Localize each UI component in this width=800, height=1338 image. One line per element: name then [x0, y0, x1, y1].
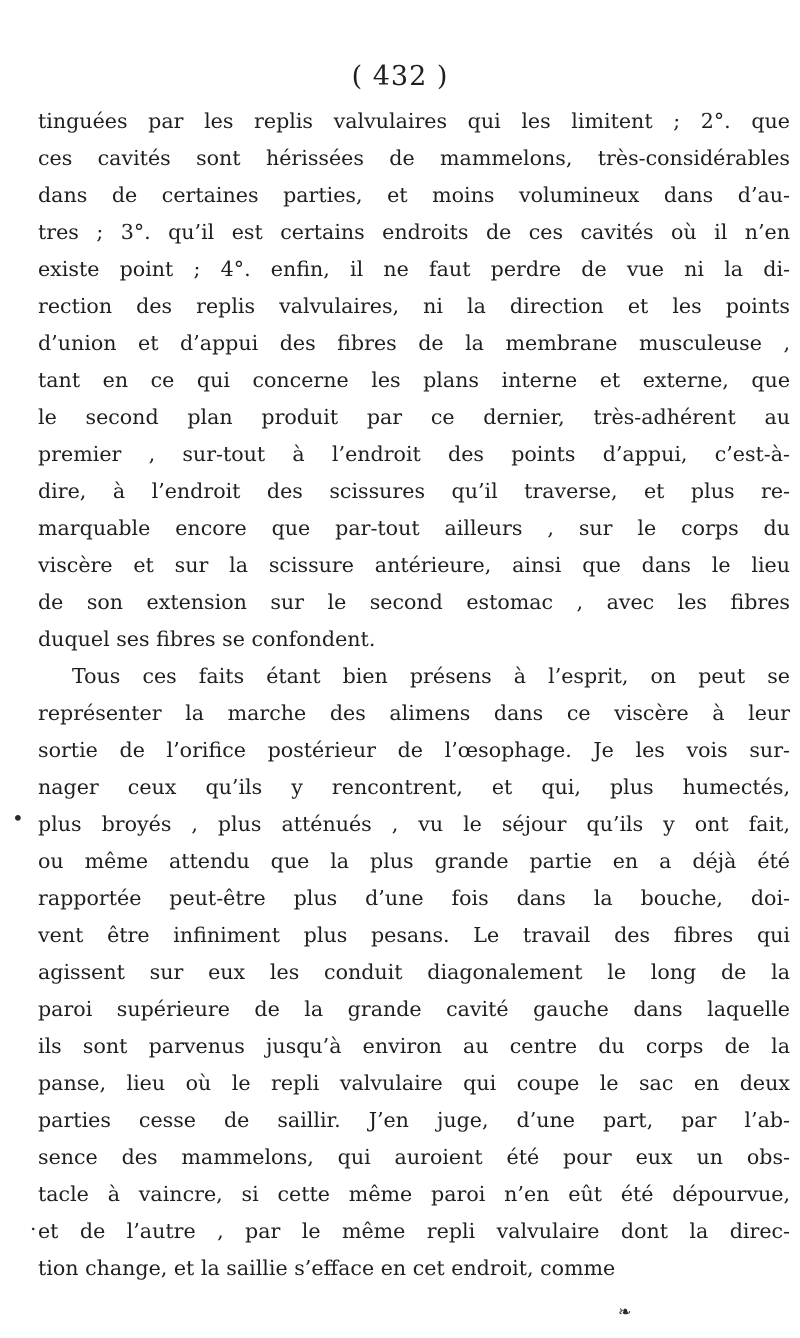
footer-ornament-mark: ❧	[618, 1302, 632, 1321]
text-line: tinguées par les replis valvulaires qui les limitent ; 2°. que	[38, 109, 790, 133]
text-line: plus broyés , plus atténués , vu le séjour qu’ils y ont fait,	[38, 812, 790, 836]
text-line: rapportée peut-être plus d’une fois dans la bouche, doi-	[38, 886, 790, 910]
text-line: existe point ; 4°. enfin, il ne faut perdre de vue ni la di-	[38, 257, 790, 281]
text-line: de son extension sur le second estomac , avec les fibres	[38, 590, 790, 614]
text-line: tres ; 3°. qu’il est certains endroits de ces cavités où il n’en	[38, 220, 790, 244]
text-line: premier , sur-tout à l’endroit des points d’appui, c’est-à-	[38, 442, 790, 466]
paragraph-start-line: Tous ces faits étant bien présens à l’esprit, on peut se	[72, 664, 790, 688]
text-line: ils sont parvenus jusqu’à environ au centre du corps de la	[38, 1034, 790, 1058]
text-line: ces cavités sont hérissées de mammelons, très-considérables	[38, 146, 790, 170]
text-line: nager ceux qu’ils y rencontrent, et qui, plus humectés,	[38, 775, 790, 799]
text-line: dans de certaines parties, et moins volumineux dans d’au-	[38, 183, 790, 207]
page-number: ( 432 )	[351, 61, 449, 92]
margin-bullet-mark: •	[12, 806, 24, 830]
text-line: tion change, et la saillie s’efface en cet endroit, comme	[38, 1256, 616, 1280]
body-text	[38, 103, 790, 1287]
text-line: dire, à l’endroit des scissures qu’il traverse, et plus re-	[38, 479, 790, 503]
text-line: parties cesse de saillir. J’en juge, d’une part, par l’ab-	[38, 1108, 790, 1132]
text-line: le second plan produit par ce dernier, très-adhérent au	[38, 405, 790, 429]
text-line: panse, lieu où le repli valvulaire qui coupe le sac en deux	[38, 1071, 790, 1095]
paragraph-end-line: duquel ses fibres se confondent.	[38, 627, 376, 651]
text-line: d’union et d’appui des fibres de la membrane musculeuse ,	[38, 331, 790, 355]
text-line: et de l’autre , par le même repli valvulaire dont la direc-	[38, 1219, 790, 1243]
text-line: sence des mammelons, qui auroient été pour eux un obs-	[38, 1145, 790, 1169]
text-line: viscère et sur la scissure antérieure, ainsi que dans le lieu	[38, 553, 790, 577]
text-line: agissent sur eux les conduit diagonalement le long de la	[38, 960, 790, 984]
text-line: tacle à vaincre, si cette même paroi n’en eût été dépourvue,	[38, 1182, 790, 1206]
text-line: paroi supérieure de la grande cavité gauche dans laquelle	[38, 997, 790, 1021]
text-line: ou même attendu que la plus grande partie en a déjà été	[38, 849, 790, 873]
text-line: représenter la marche des alimens dans ce viscère à leur	[38, 701, 790, 725]
text-line: sortie de l’orifice postérieur de l’œsophage. Je les vois sur-	[38, 738, 790, 762]
text-line: vent être infiniment plus pesans. Le travail des fibres qui	[38, 923, 790, 947]
text-line: rection des replis valvulaires, ni la direction et les points	[38, 294, 790, 318]
text-line: marquable encore que par-tout ailleurs , sur le corps du	[38, 516, 790, 540]
margin-dot-mark: .	[30, 1211, 37, 1235]
text-line: tant en ce qui concerne les plans interne et externe, que	[38, 368, 790, 392]
